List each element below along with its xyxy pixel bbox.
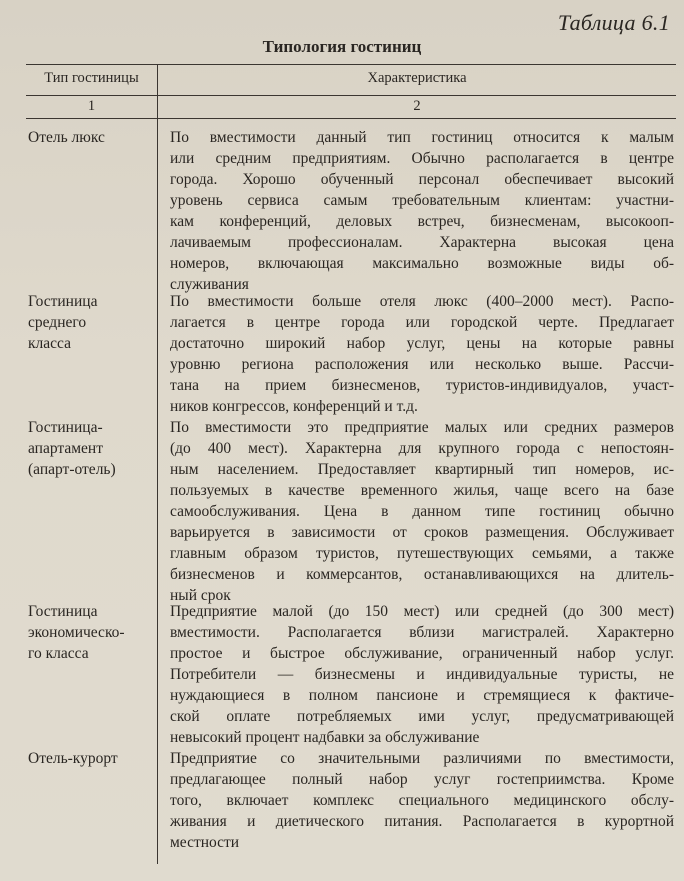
description-line: варьируется в зависимости от сроков размещения. Обслуживает [170, 524, 674, 541]
type-line: экономическо- [28, 624, 125, 641]
header-characteristic: Характеристика [367, 70, 467, 86]
row-description-cell [170, 748, 674, 853]
row-type-cell [28, 601, 153, 664]
type-line: Гостиница [28, 603, 98, 620]
description-line: кам конференций, деловых встреч, бизнесменам, высокооп- [170, 213, 674, 230]
description-line: предлагающее полный набор услуг гостеприимства. Кроме [170, 771, 674, 788]
description-line: уровень сервиса самым требовательным клиентам: участни- [170, 192, 674, 209]
description-line: живания и диетического питания. Располагается в курортной [170, 813, 674, 830]
type-line: апартамент [28, 440, 103, 457]
numbering-divider [26, 118, 676, 119]
type-line: го класса [28, 645, 89, 662]
type-line: среднего [28, 314, 87, 331]
description-line: Предприятие со значительными различиями по вместимости, [170, 750, 674, 767]
description-line: служивания [170, 276, 249, 293]
type-line: Гостиница [28, 293, 98, 310]
description-line: ным населением. Предоставляет квартирный тип номеров, ис- [170, 461, 674, 478]
description-line: По вместимости это предприятие малых или средних размеров [170, 419, 674, 436]
row-type-cell [28, 417, 153, 480]
type-line: Отель-курорт [28, 750, 118, 767]
type-line: класса [28, 335, 71, 352]
column-divider [157, 64, 158, 864]
hotel-typology-table [26, 64, 676, 864]
description-line: тана на прием бизнесменов, туристов-индивидуалов, участ- [170, 377, 674, 394]
description-line: Предприятие малой (до 150 мест) или средней (до 300 мест) [170, 603, 674, 620]
description-line: Потребители — бизнесмены и индивидуальные туристы, не [170, 666, 674, 683]
description-line: достаточно широкий набор услуг, цены на которые равны [170, 335, 674, 352]
description-line: пользуемых в качестве временного жилья, чаще всего на базе [170, 482, 674, 499]
header-divider [26, 95, 676, 96]
description-line: ской оплате потребляемых ими услуг, предусматривающей [170, 708, 674, 725]
description-line: (до 400 мест). Характерна для крупного города с непостоян- [170, 440, 674, 457]
row-type-cell [28, 127, 153, 148]
description-line: бизнесменов и коммерсантов, останавливающихся на длитель- [170, 566, 674, 583]
description-line: местности [170, 834, 240, 851]
row-description-cell [170, 291, 674, 417]
header-number-2: 2 [413, 98, 421, 114]
type-line: Отель люкс [28, 129, 105, 146]
header-type: Тип гостиницы [44, 70, 139, 86]
description-line: номеров, включающая максимально возможные виды об- [170, 255, 674, 272]
row-description-cell [170, 127, 674, 295]
row-description-cell [170, 417, 674, 606]
description-line: По вместимости больше отеля люкс (400–2000 мест). Распо- [170, 293, 674, 310]
table-title: Типология гостиниц [262, 37, 422, 56]
description-line: главным образом туристов, путешествующих семьями, а также [170, 545, 674, 562]
description-line: простое и быстрое обслуживание, ограниченный набор услуг. [170, 645, 674, 662]
description-line: вместимости. Располагается вблизи магистралей. Характерно [170, 624, 674, 641]
description-line: ный срок [170, 587, 231, 604]
type-line: Гостиница- [28, 419, 103, 436]
description-line: По вместимости данный тип гостиниц относится к малым [170, 129, 674, 146]
row-type-cell [28, 748, 153, 769]
description-line: или средним предприятиям. Обычно располагается в центре [170, 150, 674, 167]
description-line: города. Хорошо обученный персонал обеспечивает высокий [170, 171, 674, 188]
row-type-cell [28, 291, 153, 354]
type-line: (апарт-отель) [28, 461, 116, 478]
description-line: нуждающиеся в полном пансионе и стремящиеся к фактиче- [170, 687, 674, 704]
header-number-1: 1 [87, 98, 96, 114]
table-number-label: Таблица 6.1 [557, 10, 670, 35]
row-description-cell [170, 601, 674, 748]
description-line: лагается в центре города или городской черте. Предлагает [170, 314, 674, 331]
description-line: лачиваемым профессионалам. Характерна высокая цена [170, 234, 674, 251]
description-line: самообслуживания. Цена в данном типе гостиниц обычно [170, 503, 674, 520]
description-line: невысокий процент надбавки за обслуживание [170, 729, 480, 746]
description-line: ников конгрессов, конференций и т.д. [170, 398, 418, 415]
table-top-border [26, 64, 676, 65]
description-line: того, включает комплекс специального медицинского обслу- [170, 792, 674, 809]
description-line: уровню региона расположения или несколько выше. Рассчи- [170, 356, 674, 373]
